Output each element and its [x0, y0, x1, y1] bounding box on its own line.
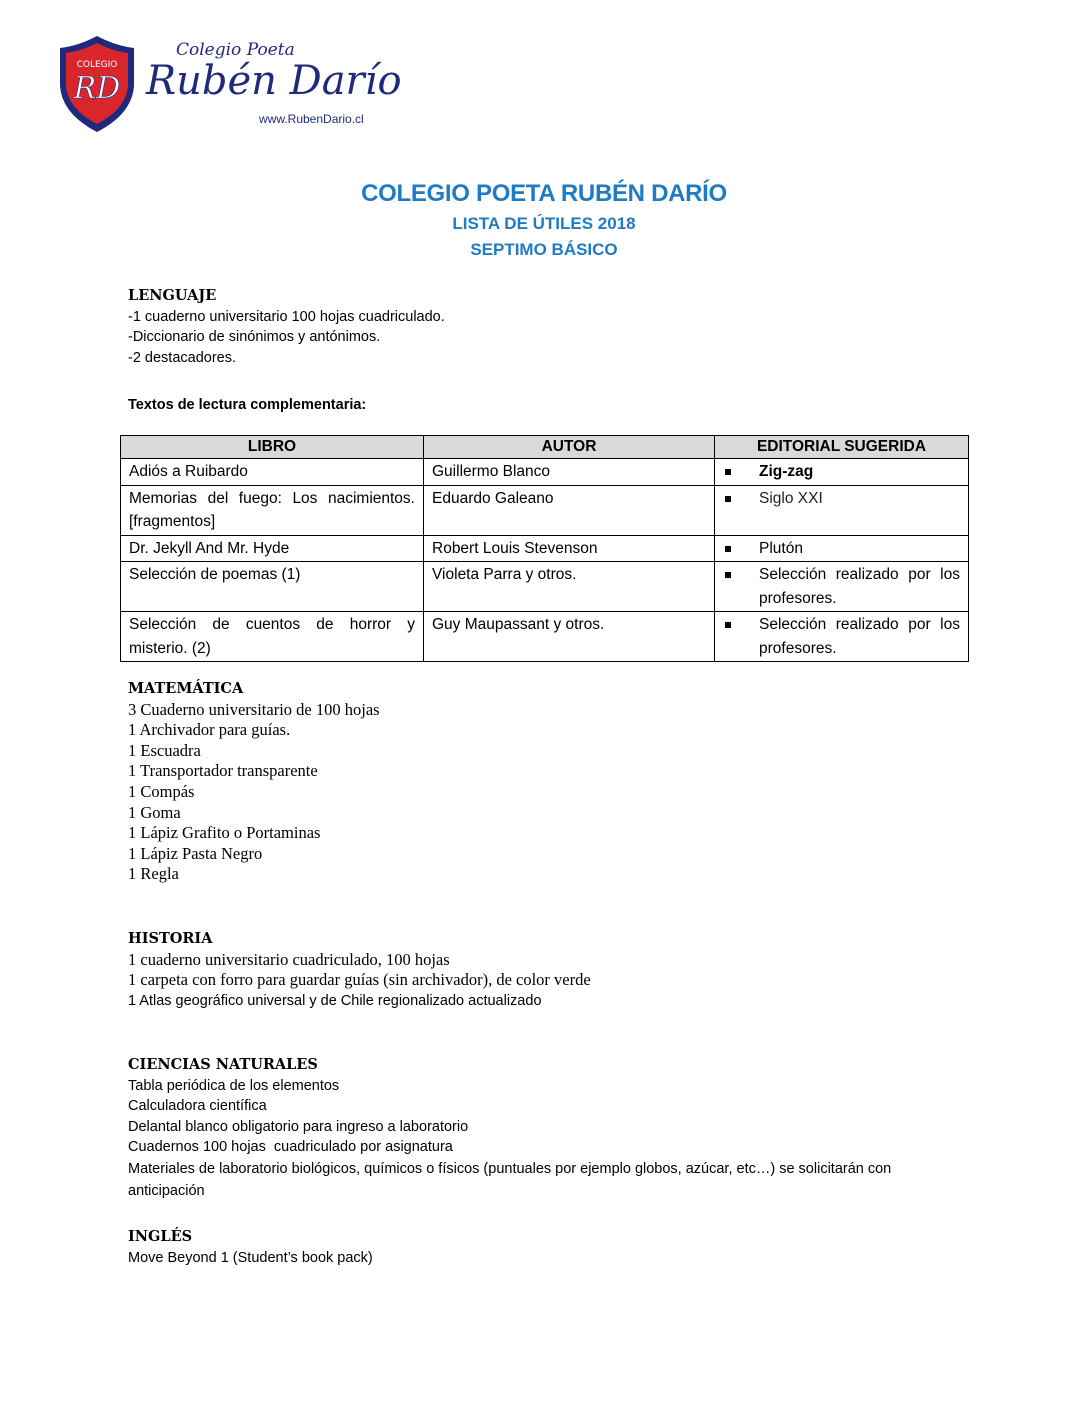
school-logo: [56, 34, 402, 134]
list-item: -2 destacadores.: [128, 349, 237, 366]
logo-name: Rubén Darío: [146, 58, 402, 104]
list-item: 1 Escuadra: [128, 740, 201, 760]
cell-libro: Selección de cuentos de horror y misterio. (2): [121, 612, 424, 662]
shield-text: COLEGIO: [76, 60, 118, 70]
logo-small-text: Colegio Poeta: [176, 40, 295, 60]
page-subtitle: LISTA DE ÚTILES 2018: [452, 214, 636, 233]
cell-editorial: [715, 612, 969, 662]
list-item: 1 Compás: [128, 781, 195, 801]
shield-icon: [56, 34, 138, 134]
list-item: Move Beyond 1 (Student’s book pack): [128, 1249, 373, 1266]
editorial-text: Siglo XXI: [759, 489, 823, 507]
section-historia: [128, 929, 591, 1011]
list-item: Cuadernos 100 hojas cuadriculado por asignatura: [128, 1139, 453, 1156]
list-item: Tabla periódica de los elementos: [128, 1077, 340, 1094]
editorial-text: Plutón: [759, 539, 803, 557]
column-header-editorial: EDITORIAL SUGERIDA: [715, 436, 969, 459]
list-item: 1 Regla: [128, 864, 179, 884]
list-item: 3 Cuaderno universitario de 100 hojas: [128, 699, 380, 719]
cell-editorial: [715, 459, 969, 486]
section-heading: LENGUAJE: [128, 287, 217, 304]
list-item: -1 cuaderno universitario 100 hojas cuadriculado.: [128, 308, 445, 325]
list-item: -Diccionario de sinónimos y antónimos.: [128, 329, 381, 346]
editorial-text: Zig-zag: [759, 463, 814, 480]
cell-autor: Violeta Parra y otros.: [424, 562, 715, 612]
cell-libro: Memorias del fuego: Los nacimientos. [fragmentos]: [121, 485, 424, 535]
readings-table: [120, 435, 969, 662]
cell-libro: Selección de poemas (1): [121, 562, 424, 612]
page-title: COLEGIO POETA RUBÉN DARÍO: [361, 180, 727, 207]
section-heading: CIENCIAS NATURALES: [128, 1056, 318, 1073]
table-row: [121, 485, 969, 535]
shield-initials: RD: [73, 71, 121, 106]
table-row: [121, 562, 969, 612]
table-row: [121, 612, 969, 662]
section-heading: HISTORIA: [128, 930, 213, 947]
bullet-icon: [725, 622, 731, 628]
section-heading: INGLÉS: [128, 1228, 193, 1245]
cell-libro: Adiós a Ruibardo: [121, 459, 424, 486]
logo-url: www.RubenDario.cl: [259, 112, 364, 126]
cell-autor: Robert Louis Stevenson: [424, 535, 715, 562]
bullet-icon: [725, 546, 731, 552]
grade-title: SEPTIMO BÁSICO: [470, 240, 618, 259]
bullet-icon: [725, 572, 731, 578]
bullet-icon: [725, 469, 731, 475]
list-item: 1 Transportador transparente: [128, 761, 318, 781]
section-matematica: [128, 679, 380, 885]
readings-heading: Textos de lectura complementaria:: [128, 397, 367, 413]
column-header-libro: LIBRO: [121, 436, 424, 459]
editorial-text: Selección realizado por los profesores.: [759, 566, 960, 607]
section-heading: MATEMÁTICA: [128, 680, 244, 697]
cell-autor: Eduardo Galeano: [424, 485, 715, 535]
column-header-autor: AUTOR: [424, 436, 715, 459]
readings-heading-wrap: [128, 395, 366, 416]
section-ingles: [128, 1227, 373, 1268]
table-row: [121, 535, 969, 562]
cell-editorial: [715, 535, 969, 562]
cell-libro: Dr. Jekyll And Mr. Hyde: [121, 535, 424, 562]
list-item: Calculadora científica: [128, 1098, 267, 1115]
cell-autor: Guillermo Blanco: [424, 459, 715, 486]
table-header-row: [121, 436, 969, 459]
table-row: [121, 459, 969, 486]
section-lenguaje: [128, 286, 445, 368]
list-item: Delantal blanco obligatorio para ingreso a laboratorio: [128, 1118, 469, 1135]
editorial-text: Selección realizado por los profesores.: [759, 616, 960, 657]
cell-editorial: [715, 562, 969, 612]
bullet-icon: [725, 496, 731, 502]
list-item: 1 Goma: [128, 802, 181, 822]
list-item: 1 Lápiz Pasta Negro: [128, 843, 263, 863]
list-item: 1 Archivador para guías.: [128, 720, 291, 740]
list-item: 1 Atlas geográfico universal y de Chile regionalizado actualizado: [128, 992, 542, 1009]
list-item: 1 cuaderno universitario cuadriculado, 100 hojas: [128, 949, 450, 969]
list-item: 1 Lápiz Grafito o Portaminas: [128, 823, 321, 843]
cell-autor: Guy Maupassant y otros.: [424, 612, 715, 662]
list-item: 1 carpeta con forro para guardar guías (sin archivador), de color verde: [128, 970, 591, 990]
section-ciencias: [128, 1055, 968, 1202]
cell-editorial: [715, 485, 969, 535]
list-item: Materiales de laboratorio biológicos, químicos o físicos (puntuales por ejemplo globos, azúcar, etc…) se solicitarán con anticipación: [128, 1160, 892, 1199]
